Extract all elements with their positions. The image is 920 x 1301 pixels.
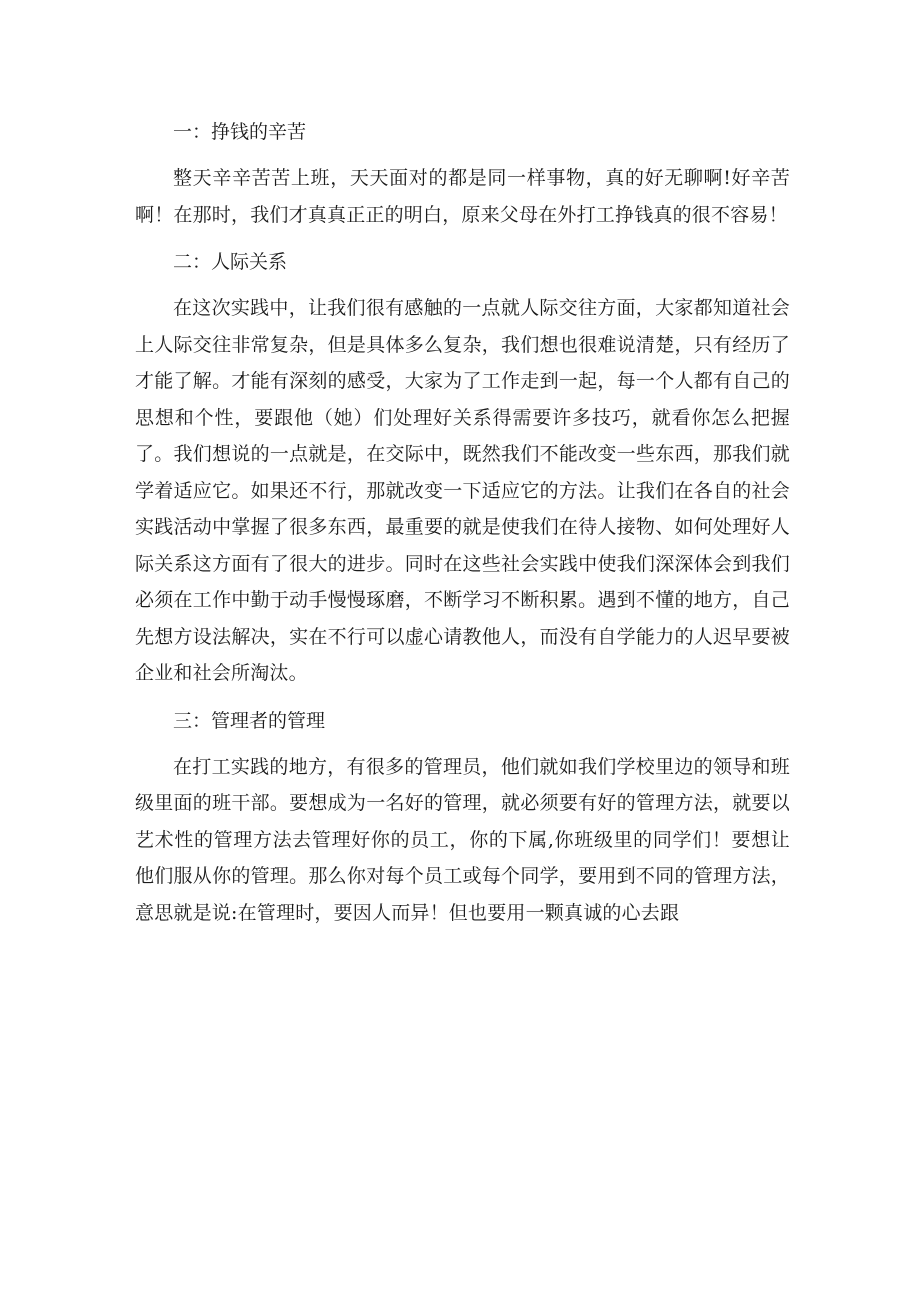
section-heading-1: 一：挣钱的辛苦	[173, 121, 307, 143]
document-body	[135, 112, 790, 940]
section-heading-2: 二：人际关系	[173, 251, 288, 273]
section-paragraph-2: 在这次实践中，让我们很有感触的一点就人际交往方面，大家都知道社会上人际交往非常复杂，但是具体多么复杂，我们想也很难说清楚，只有经历了才能了解。才能有深刻的感受，大家为了工作走到一起，每一个人都有自己的思想和个性，要跟他（她）们处理好关系得需要许多技巧，就看你怎么把握了。我们想说的一点就是，在交际中，既然我们不能改变一些东西，那我们就学着适应它。如果还不行，那就改变一下适应它的方法。让我们在各自的社会实践活动中掌握了很多东西，最重要的就是使我们在待人接物、如何处理好人际关系这方面有了很大的进步。同时在这些社会实践中使我们深深体会到我们必须在工作中勤于动手慢慢琢磨，不断学习不断积累。遇到不懂的地方，自己先想方设法解决，实在不行可以虚心请教他人，而没有自学能力的人迟早要被企业和社会所淘汰。	[135, 297, 790, 684]
section-paragraph-3: 在打工实践的地方，有很多的管理员，他们就如我们学校里边的领导和班级里面的班干部。要想成为一名好的管理，就必须要有好的管理方法，就要以艺术性的管理方法去管理好你的员工，你的下属,你班级里的同学们！要想让他们服从你的管理。那么你对每个员工或每个同学，要用到不同的管理方法，意思就是说:在管理时，要因人而异！但也要用一颗真诚的心去跟	[135, 755, 790, 924]
section-paragraph-1: 整天辛辛苦苦上班，天天面对的都是同一样事物，真的好无聊啊!好辛苦啊！在那时，我们才真真正正的明白，原来父母在外打工挣钱真的很不容易！	[135, 167, 790, 226]
section-heading-3: 三：管理者的管理	[173, 709, 326, 732]
